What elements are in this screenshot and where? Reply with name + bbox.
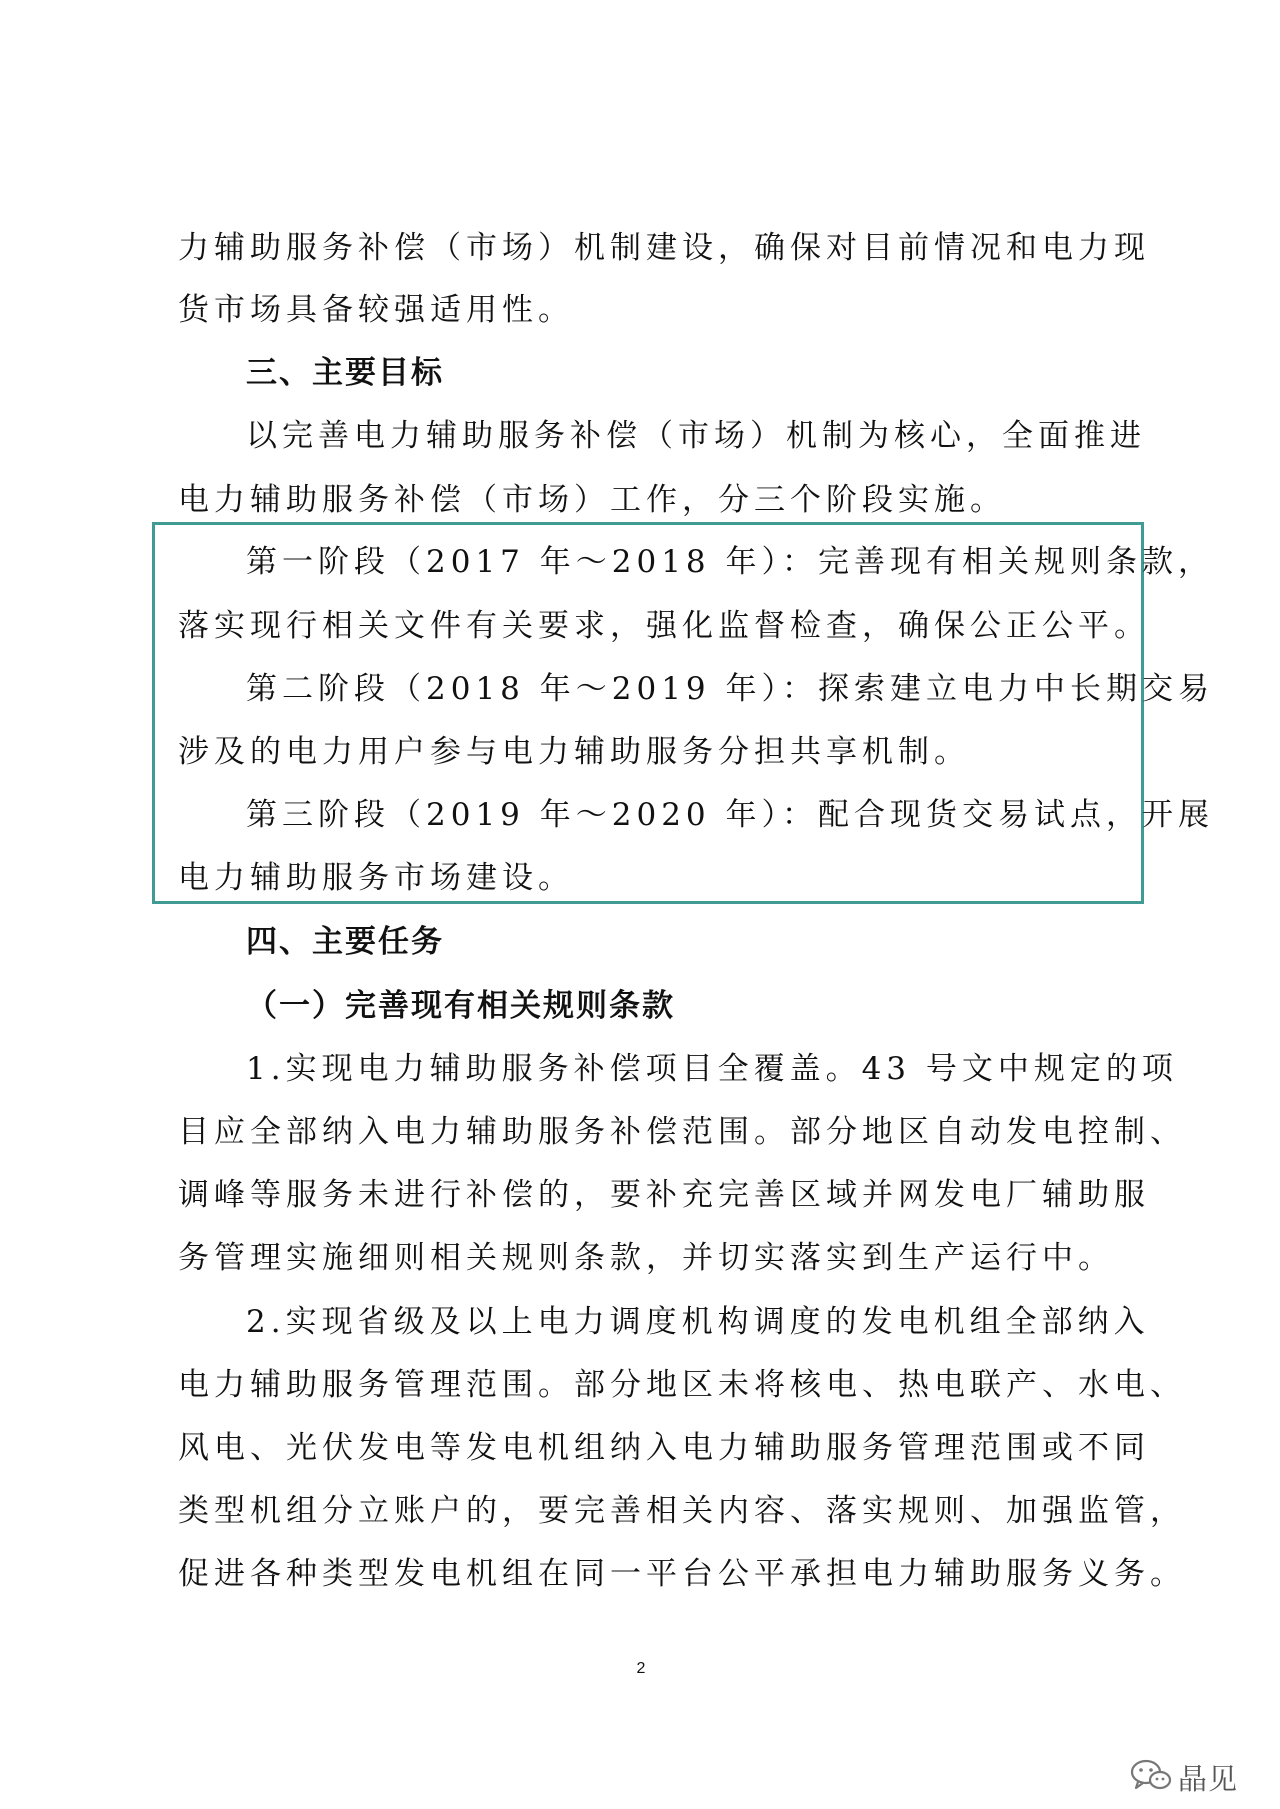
paragraph-line: 类型机组分立账户的，要完善相关内容、落实规则、加强监管， (178, 1493, 1186, 1529)
stage-one-line: 落实现行相关文件有关要求，强化监督检查，确保公正公平。 (178, 608, 1150, 644)
watermark-text: 晶见 (1178, 1761, 1239, 1796)
stage-three-line: 电力辅助服务市场建设。 (178, 860, 574, 896)
paragraph-line: 促进各种类型发电机组在同一平台公平承担电力辅助服务义务。 (178, 1556, 1186, 1592)
paragraph-line: 调峰等服务未进行补偿的，要补充完善区域并网发电厂辅助服 (178, 1177, 1150, 1213)
paragraph-line: 以完善电力辅助服务补偿（市场）机制为核心，全面推进 (246, 418, 1146, 454)
stage-three-line: 第三阶段（2019 年～2020 年）：配合现货交易试点，开展 (246, 797, 1214, 833)
watermark (1130, 1757, 1238, 1797)
paragraph-line: 电力辅助服务管理范围。部分地区未将核电、热电联产、水电、 (178, 1367, 1186, 1403)
paragraph-line: 货市场具备较强适用性。 (178, 292, 574, 328)
subsection-heading: （一）完善现有相关规则条款 (246, 988, 675, 1024)
stage-two-line: 第二阶段（2018 年～2019 年）：探索建立电力中长期交易 (246, 671, 1214, 707)
paragraph-line: 2.实现省级及以上电力调度机构调度的发电机组全部纳入 (246, 1304, 1150, 1340)
page-number: 2 (636, 1660, 646, 1677)
stage-two-line: 涉及的电力用户参与电力辅助服务分担共享机制。 (178, 734, 970, 770)
section-heading-goals: 三、主要目标 (246, 355, 444, 391)
paragraph-line: 务管理实施细则相关规则条款，并切实落实到生产运行中。 (178, 1240, 1114, 1276)
stage-one-line: 第一阶段（2017 年～2018 年）：完善现有相关规则条款， (246, 544, 1214, 580)
paragraph-line: 力辅助服务补偿（市场）机制建设，确保对目前情况和电力现 (178, 230, 1150, 266)
paragraph-line: 电力辅助服务补偿（市场）工作，分三个阶段实施。 (178, 482, 1006, 518)
paragraph-line: 风电、光伏发电等发电机组纳入电力辅助服务管理范围或不同 (178, 1430, 1150, 1466)
section-heading-tasks: 四、主要任务 (246, 924, 444, 960)
wechat-icon (1130, 1758, 1172, 1796)
paragraph-line: 1.实现电力辅助服务补偿项目全覆盖。43 号文中规定的项 (246, 1051, 1178, 1087)
paragraph-line: 目应全部纳入电力辅助服务补偿范围。部分地区自动发电控制、 (178, 1114, 1186, 1150)
